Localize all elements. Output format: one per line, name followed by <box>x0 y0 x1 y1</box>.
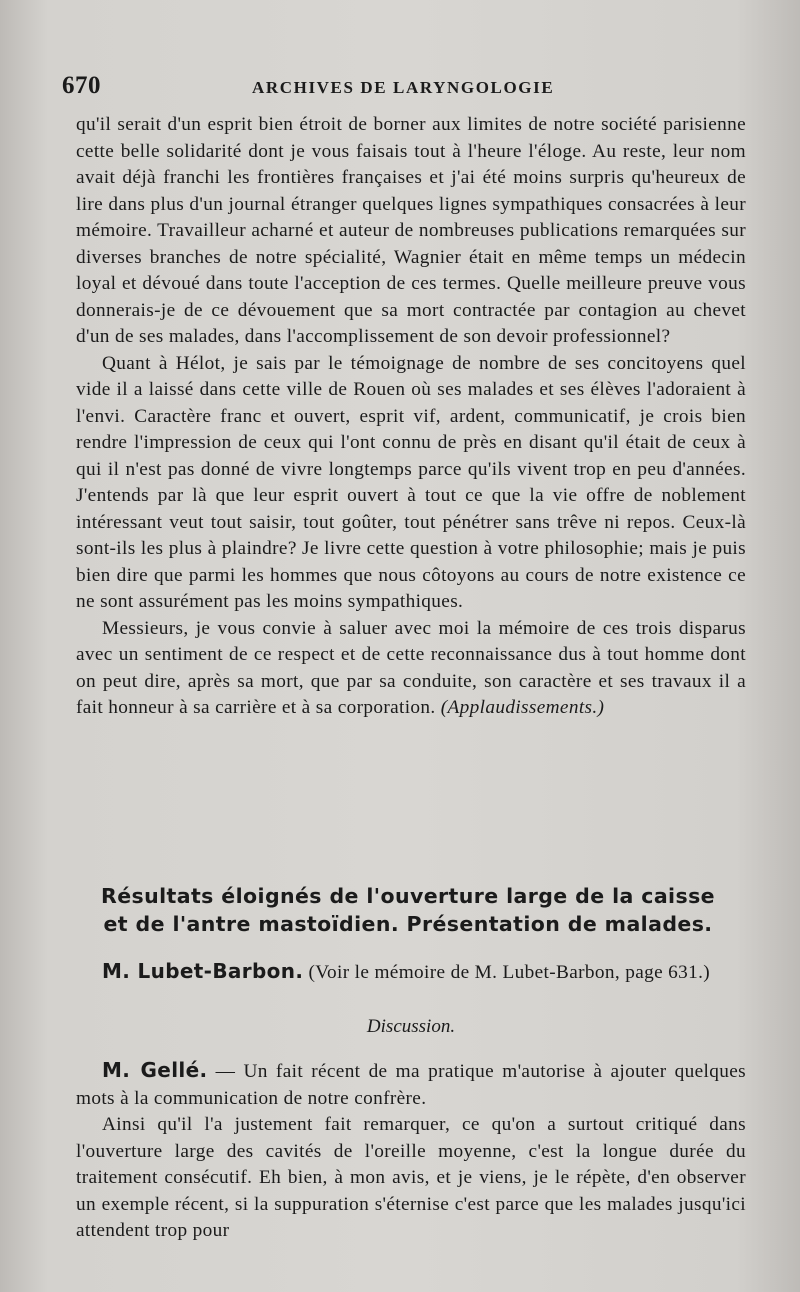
body-text <box>76 112 746 722</box>
speaker-gelle: M. Gellé. <box>102 1058 208 1082</box>
running-head: ARCHIVES DE LARYNGOLOGIE <box>252 78 555 97</box>
speaker-lubet-barbon: M. Lubet-Barbon. <box>102 959 304 983</box>
final-paragraph: Ainsi qu'il l'a justement fait remarquer, ce qu'on a surtout critiqué dans l'ouverture large des cavités de l'oreille moyenne, c'est la longue durée du traitement consécutif. Eh bien, à mon avis, et je viens, je le répète, d'en observer un exemple récent, si la suppuration s'éternise c'est parce que les malades jusqu'ici attendent trop pour <box>76 1114 746 1241</box>
paragraph-3 <box>76 616 746 722</box>
gelle-text: — Un fait récent de ma pratique m'autorise à ajouter quelques mots à la communication de notre confrère. <box>76 1061 747 1109</box>
section-heading <box>70 882 746 938</box>
lubet-entry <box>76 958 746 987</box>
applause-note: (Applaudissements.) <box>440 697 605 718</box>
page-header <box>62 72 748 100</box>
section-title-line-1: Résultats éloignés de l'ouverture large de la caisse <box>101 884 715 908</box>
paragraph-3-text: Messieurs, je vous convie à saluer avec moi la mémoire de ces trois disparus avec un sentiment de ce respect et de cette reconnaissance dus à tout homme dont on peut dire, après sa mort, que par sa conduite, son caractère et ses travaux il a fait honneur à sa carrière et à sa corporation. <box>76 617 746 718</box>
gelle-entry <box>76 1057 746 1245</box>
paragraph-1: qu'il serait d'un esprit bien étroit de borner aux limites de notre société parisienne cette belle solidarité dont je vous faisais tout à l'heure l'éloge. Au reste, leur nom avait déjà franchi les frontières françaises et j'ai été moins surpris qu'heureux de lire dans plus d'un journal étranger quelques lignes sympathiques consacrées à leur mémoire. Travailleur acharné et auteur de nombreuses publications remarquées sur diverses branches de notre spécialité, Wagnier était en même temps un médecin loyal et dévoué dans toute l'acception de ces termes. Quelle meilleure preuve vous donnerais-je de ce dévouement que sa mort contractée par contagion au chevet d'un de ses malades, dans l'accomplissement de son devoir professionnel? <box>76 114 746 347</box>
gelle-paragraph <box>76 1057 746 1112</box>
page-number: 670 <box>62 72 101 99</box>
lubet-text: (Voir le mémoire de M. Lubet-Barbon, page 631.) <box>308 962 711 983</box>
discussion-heading: Discussion. <box>366 1016 456 1037</box>
section-title-line-2: et de l'antre mastoïdien. Présentation de malades. <box>103 912 713 936</box>
paragraph-2: Quant à Hélot, je sais par le témoignage de nombre de ses concitoyens quel vide il a laissé dans cette ville de Rouen où ses malades et ses élèves l'adoraient à l'envi. Caractère franc et ouvert, esprit vif, ardent, communicatif, je crois bien rendre l'impression de ceux qui l'ont connu de près en disant qu'il était de ceux à qui il n'est pas donné de vivre longtemps parce qu'ils vivent trop en peu d'années. J'entends par là que leur esprit ouvert à tout ce que la vie offre de noblement intéressant veut tout saisir, tout goûter, tout pénétrer sans trêve ni repos. Ceux-là sont-ils les plus à plaindre? Je livre cette question à votre philosophie; mais je puis bien dire que parmi les hommes que nous côtoyons au cours de notre existence ce ne sont assurément pas les moins sympathiques. <box>76 352 746 612</box>
